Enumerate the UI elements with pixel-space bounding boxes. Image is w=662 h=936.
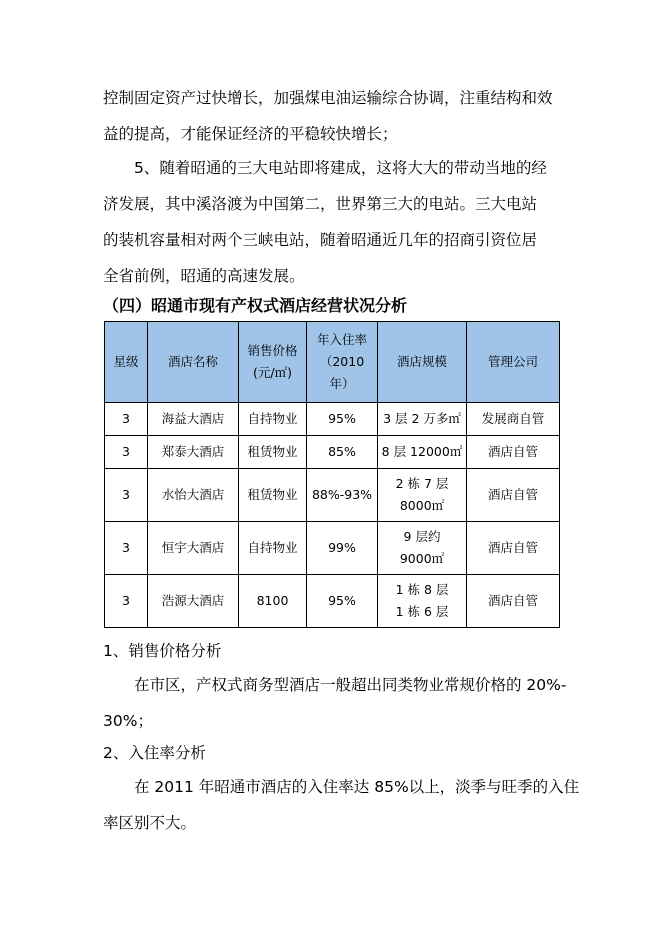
cell-price: 8100 [239, 575, 307, 628]
cell-name: 郑泰大酒店 [148, 436, 239, 469]
text-line: 2、入住率分析 [103, 744, 206, 762]
cell-management: 发展商自管 [467, 403, 560, 436]
header-occupancy-line2: （2010 年） [319, 354, 365, 391]
cell-scale: 3 层 2 万多㎡ [378, 403, 467, 436]
cell-management: 酒店自管 [467, 469, 560, 522]
header-management: 管理公司 [467, 322, 560, 403]
cell-price: 自持物业 [239, 522, 307, 575]
cell-occupancy: 95% [307, 403, 378, 436]
cell-star: 3 [105, 436, 148, 469]
table-row [105, 403, 560, 436]
cell-price: 租赁物业 [239, 469, 307, 522]
cell-name: 恒宇大酒店 [148, 522, 239, 575]
table-row [105, 436, 560, 469]
text-line: 在市区，产权式商务型酒店一般超出同类物业常规价格的 20%- [134, 676, 567, 694]
cell-star: 3 [105, 522, 148, 575]
cell-occupancy: 85% [307, 436, 378, 469]
paragraph-investment [103, 80, 559, 152]
cell-occupancy: 88%-93% [307, 469, 378, 522]
cell-scale [378, 469, 467, 522]
header-star: 星级 [105, 322, 148, 403]
table-row [105, 522, 560, 575]
text-line: 全省前例，昭通的高速发展。 [103, 267, 305, 285]
text-line: 的装机容量相对两个三峡电站，随着昭通近几年的招商引资位居 [103, 231, 538, 249]
cell-star: 3 [105, 403, 148, 436]
paragraph-power-stations [103, 150, 559, 294]
cell-name: 海益大酒店 [148, 403, 239, 436]
header-price-line1: 销售价格 [247, 343, 298, 358]
cell-scale: 8 层 12000㎡ [378, 436, 467, 469]
cell-management: 酒店自管 [467, 436, 560, 469]
table-header-row [105, 322, 560, 403]
text-line: 济发展，其中溪洛渡为中国第二，世界第三大的电站。三大电站 [103, 195, 538, 213]
cell-scale [378, 575, 467, 628]
cell-scale-line: 2 栋 7 层 [395, 476, 449, 491]
cell-scale [378, 522, 467, 575]
cell-scale-line: 9000㎡ [399, 551, 445, 566]
header-occupancy [307, 322, 378, 403]
text-line: 在 2011 年昭通市酒店的入住率达 85%以上，淡季与旺季的入住 [134, 778, 580, 796]
cell-star: 3 [105, 575, 148, 628]
cell-management: 酒店自管 [467, 522, 560, 575]
cell-name: 浩源大酒店 [148, 575, 239, 628]
cell-occupancy: 95% [307, 575, 378, 628]
text-line: 率区别不大。 [103, 814, 197, 832]
header-price-line2: (元/㎡) [253, 365, 292, 380]
cell-scale-line: 1 栋 6 层 [395, 604, 449, 619]
cell-occupancy: 99% [307, 522, 378, 575]
cell-scale-line: 9 层约 [403, 529, 441, 544]
cell-scale-line: 1 栋 8 层 [395, 582, 449, 597]
text-line: 30%； [103, 712, 153, 730]
paragraph-price-analysis [103, 667, 567, 739]
text-line: 5、随着昭通的三大电站即将建成，这将大大的带动当地的经 [134, 159, 547, 177]
header-occupancy-line1: 年入住率 [316, 332, 367, 347]
text-line: 益的提高，才能保证经济的平稳较快增长； [103, 125, 398, 143]
header-price [239, 322, 307, 403]
paragraph-occupancy-analysis [103, 769, 580, 841]
table-row [105, 575, 560, 628]
header-scale: 酒店规模 [378, 322, 467, 403]
table-row [105, 469, 560, 522]
cell-scale-line: 8000㎡ [399, 498, 445, 513]
cell-price: 租赁物业 [239, 436, 307, 469]
subheading-price-analysis [103, 633, 559, 669]
cell-name: 水怡大酒店 [148, 469, 239, 522]
subheading-occupancy-analysis [103, 735, 559, 771]
hotel-table [104, 321, 560, 628]
cell-price: 自持物业 [239, 403, 307, 436]
header-name: 酒店名称 [148, 322, 239, 403]
text-line: 1、销售价格分析 [103, 642, 222, 660]
section-heading: （四）昭通市现有产权式酒店经营状况分析 [103, 296, 408, 315]
cell-star: 3 [105, 469, 148, 522]
text-line: 控制固定资产过快增长，加强煤电油运输综合协调，注重结构和效 [103, 89, 553, 107]
cell-management: 酒店自管 [467, 575, 560, 628]
